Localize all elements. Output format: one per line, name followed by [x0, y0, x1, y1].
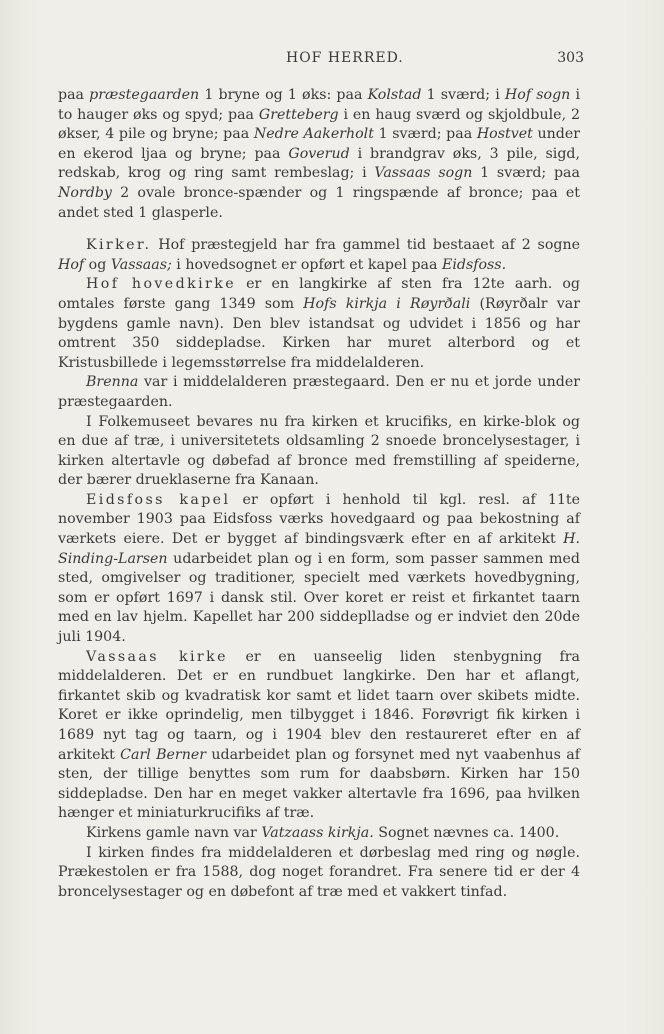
- place-name: præstegaarden: [89, 87, 200, 103]
- paragraph-folkemuseet: I Folkemuseet bevares nu fra kirken et krucifiks, en kirke-blok og en due af træ, i universitetets oldsamling 2 snoede broncelysestager, i kirken altertavle og døbefad af bronce med fremstilling af speiderne, der bærer drueklaserne fra Kanaan.: [58, 413, 580, 489]
- paragraph-gamle-navn: Kirkens gamle navn var Vatzaass kirkja. Sognet nævnes ca. 1400.: [86, 824, 560, 841]
- section-heading: Eidsfoss kapel: [86, 491, 231, 508]
- paragraph-eidsfoss-kapel: Eidsfoss kapel er opført i henhold til kgl. resl. af 11te november 1903 paa Eidsfoss værks hovedgaard og paa bekostning af værkets eiere. Det er bygget af bindingsværk efter en af arkitekt H. Sinding-Larsen udarbeidet plan og i en form, som passer sammen med sted, omgivelser og traditioner, specielt med værkets hovedbygning, som er opført 1697 i dansk stil. Over koret er reist et firkantet taarn med en lav hjelm. Kapellet har 200 siddeplladse og er indviet den 20de juli 1904.: [58, 491, 581, 646]
- main-text: [58, 86, 580, 902]
- section-heading: Kirker.: [86, 237, 152, 254]
- paragraph-kirker: Kirker. Hof præstegjeld har fra gammel tid bestaaet af 2 sogne Hof og Vassaas; i hovedsognet er opført et kapel paa Eidsfoss.: [58, 237, 580, 273]
- paragraph-vassaas-kirke: Vassaas kirke er en uanseelig liden stenbygning fra middelalderen. Det er en rundbuet langkirke. Den har et aflangt, firkantet skib og kvadratisk kor samt et lidet taarn over skibets midte. Koret er ikke oprindelig, men tilbygget i 1846. Forøvrigt fik kirken i 1689 nyt tag og taarn, og i 1904 blev den restaureret efter en af arkitekt Carl Berner udarbeidet plan og forsynet med nyt vaabenhus af sten, der tillige benyttes som rum for daabsbørn. Kirken har 150 siddepladse. Den har en meget vakker altertavle fra 1696, paa hvilken hænger et miniaturkrucifiks af træ.: [58, 648, 580, 822]
- section-heading: Hof hovedkirke: [86, 276, 236, 293]
- place-name: Hostvet: [476, 126, 533, 143]
- running-title: HOF HERRED.: [286, 50, 404, 66]
- section-heading: Vassaas kirke: [86, 648, 228, 665]
- paragraph-hof-hovedkirke: Hof hovedkirke er en langkirke af sten fra 12te aarh. og omtales første gang 1349 som Hofs kirkja i Røyrðali (Røyrðalr var bygdens gamle navn). Den blev istandsat og udvidet i 1856 og har omtrent 350 siddepladse. Kirken har muret alterbord og et Kristusbillede i legemsstørrelse fra middelalderen.: [58, 276, 580, 371]
- place-name: Hof sogn: [504, 87, 571, 103]
- paragraph-finds: paa præstegaarden 1 bryne og 1 øks: paa Kolstad 1 sværd; i Hof sogn i to hauger øks og spyd; paa Gretteberg i en haug sværd og skjoldbule, 2 økser, 4 pile og bryne; paa Nedre Aakerholt 1 sværd; paa Hostvet under en ekerod ljaa og bryne; paa Goverud i brandgrav øks, 3 pile, sigd, redskab, krog og ring samt rembeslag; i Vassaas sogn 1 sværd; paa Nordby 2 ovale bronce-spænder og 1 ringspænde af bronce; paa et andet sted 1 glasperle.: [58, 87, 581, 221]
- place-name: Vassaas sogn: [374, 165, 473, 182]
- place-name: Gretteberg: [258, 106, 339, 123]
- place-name: Nordby: [58, 184, 112, 201]
- paragraph-brenna: Brenna var i middelalderen præstegaard. Den er nu et jorde under præstegaarden.: [58, 374, 580, 410]
- page-number: 303: [557, 50, 584, 66]
- running-header: [0, 50, 664, 70]
- place-name: Goverud: [288, 145, 350, 162]
- place-name: Kolstad: [367, 87, 422, 103]
- paragraph-dorbeslag: I kirken findes fra middelalderen et dørbeslag med ring og nøgle. Prækestolen er fra 1588, dog noget forandret. Fra senere tid er der 4 broncelysestager og en døbefont af træ med et vakkert tinfad.: [58, 844, 580, 900]
- place-name: Nedre Aakerholt: [253, 126, 374, 143]
